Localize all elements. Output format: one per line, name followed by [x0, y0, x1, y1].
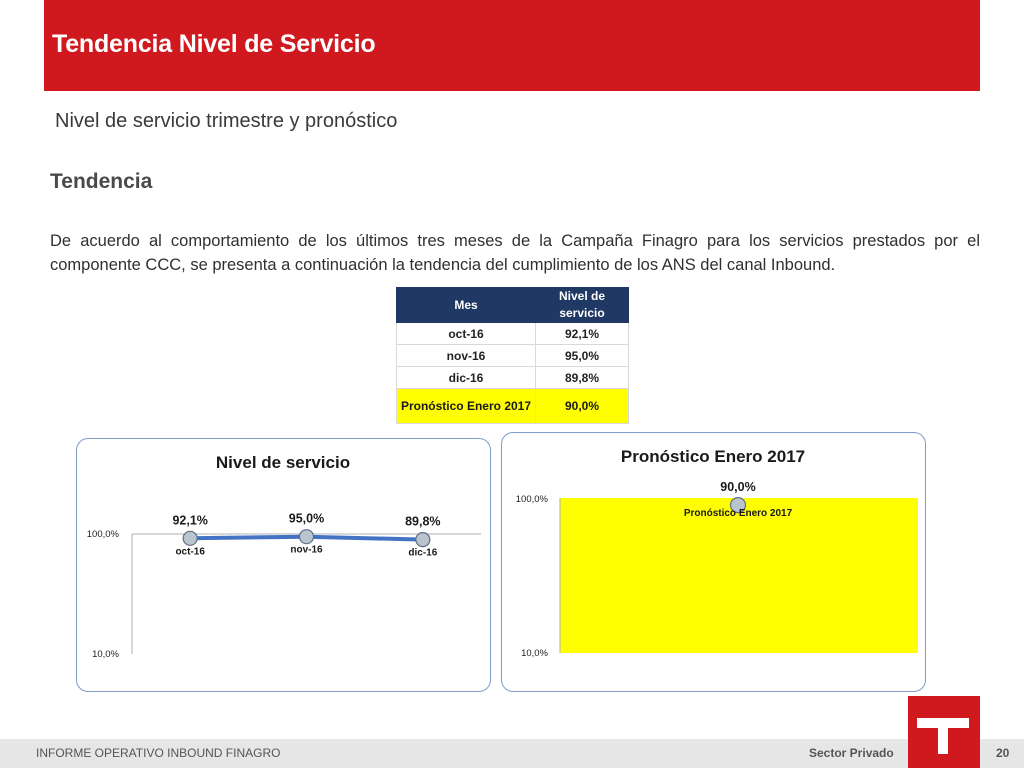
- forecast-area: [560, 498, 918, 653]
- data-label: 89,8%: [405, 514, 441, 529]
- table-row-forecast: [397, 389, 629, 424]
- data-label: 90,0%: [720, 480, 756, 495]
- page-title: Tendencia Nivel de Servicio: [52, 30, 376, 58]
- service-level-chart: [76, 438, 491, 692]
- table-header-level: Nivel de servicio: [536, 288, 629, 323]
- chart-title: Nivel de servicio: [215, 453, 351, 472]
- data-point: [183, 531, 197, 545]
- table-cell-level: 95,0%: [536, 345, 629, 367]
- table-row: [397, 367, 629, 389]
- data-label: 92,1%: [172, 513, 208, 528]
- data-label: 95,0%: [288, 511, 325, 526]
- x-tick-label: Pronóstico Enero 2017: [683, 508, 793, 520]
- footer-sector: Sector Privado: [809, 746, 894, 760]
- description-paragraph: De acuerdo al comportamiento de los últimos tres meses de la Campaña Finagro para los servicios prestados por el componente CCC, se presenta a continuación la tendencia del cumplimiento de los ANS del canal Inbound.: [50, 232, 980, 274]
- y-tick-label: 100,0%: [515, 494, 548, 505]
- table-cell-level: 89,8%: [536, 367, 629, 389]
- x-tick-label: oct-16: [175, 546, 205, 558]
- table-cell-month: Pronóstico Enero 2017: [397, 389, 536, 424]
- y-tick-label: 100,0%: [86, 529, 119, 540]
- table-cell-level: 92,1%: [536, 323, 629, 345]
- forecast-chart: [501, 432, 926, 692]
- table-cell-month: nov-16: [397, 345, 536, 367]
- title-bar: [44, 0, 980, 91]
- chart-title: Pronóstico Enero 2017: [620, 447, 806, 466]
- footer-report-name: INFORME OPERATIVO INBOUND FINAGRO: [36, 746, 281, 760]
- table-row: [397, 345, 629, 367]
- service-level-chart-svg: [77, 439, 490, 691]
- t-logo-glyph: [908, 696, 980, 768]
- data-point: [416, 533, 430, 547]
- table-header-month: Mes: [397, 288, 536, 323]
- table-cell-month: dic-16: [397, 367, 536, 389]
- forecast-chart-svg: [502, 433, 925, 691]
- service-level-table: [396, 287, 629, 424]
- x-tick-label: dic-16: [408, 547, 438, 559]
- table-cell-month: oct-16: [397, 323, 536, 345]
- table-cell-level: 90,0%: [536, 389, 629, 424]
- table-row: [397, 323, 629, 345]
- section-title: Tendencia: [50, 170, 153, 193]
- y-tick-label: 10,0%: [521, 648, 548, 659]
- page-number: 20: [996, 746, 1010, 760]
- y-tick-label: 10,0%: [92, 649, 119, 660]
- page-subtitle: Nivel de servicio trimestre y pronóstico: [55, 110, 398, 132]
- t-logo-icon: [908, 696, 980, 768]
- data-point: [300, 530, 314, 544]
- x-tick-label: nov-16: [290, 544, 323, 556]
